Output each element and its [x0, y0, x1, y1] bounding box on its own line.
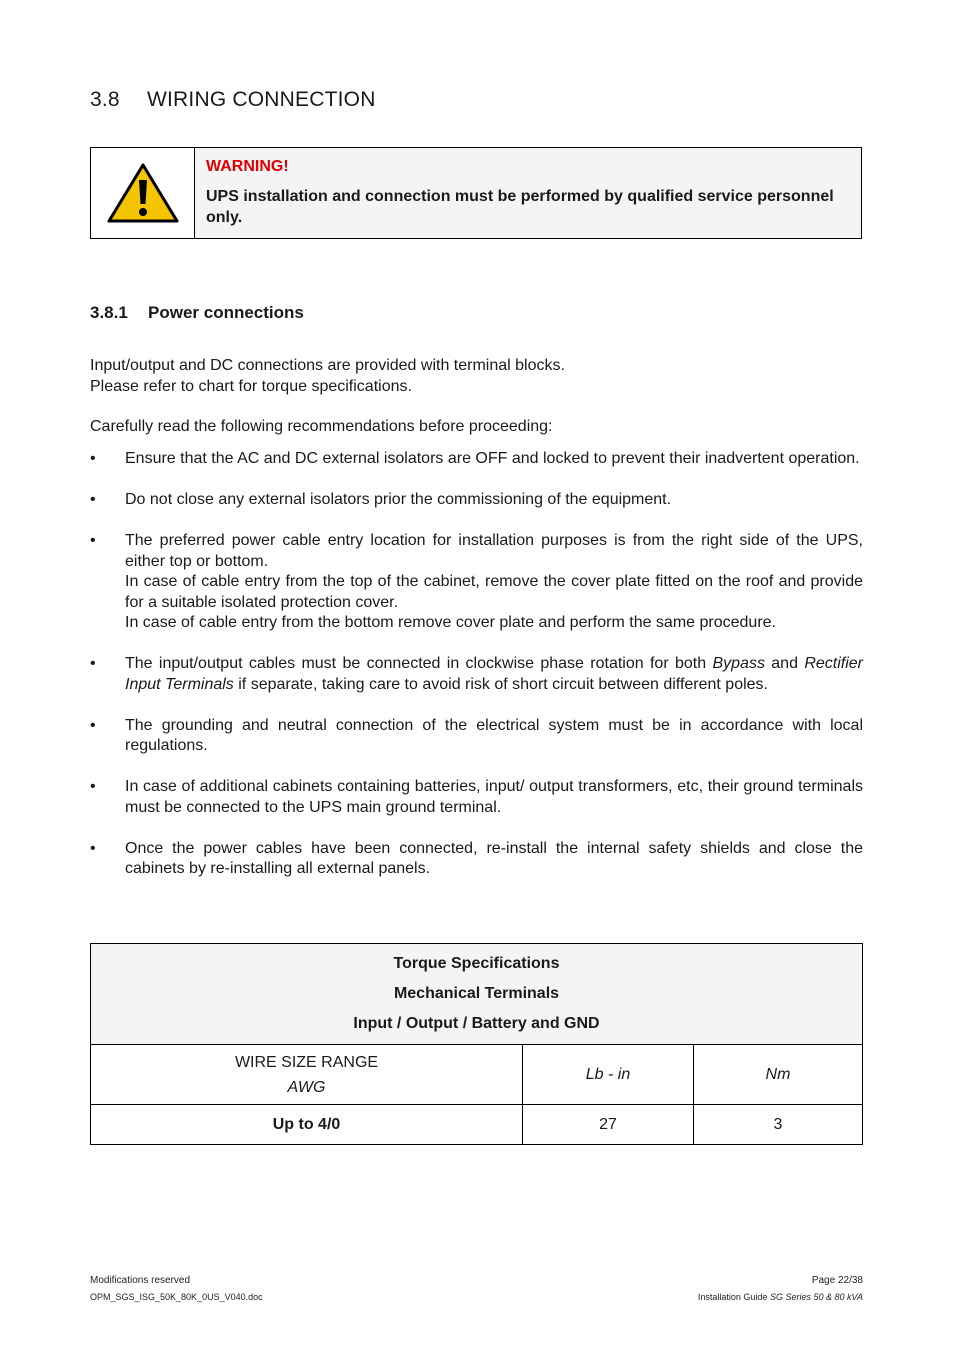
bypass-term: Bypass — [712, 655, 765, 672]
section-heading — [90, 88, 376, 112]
table-title: Torque Specifications — [393, 955, 560, 972]
awg-label: AWG — [287, 1078, 326, 1096]
warning-box — [90, 147, 862, 239]
bullet-text: Ensure that the AC and DC external isolators are OFF and locked to prevent their inadvertent operation. — [125, 450, 860, 467]
subsection-number: 3.8.1 — [90, 303, 128, 322]
footer-right-2 — [698, 1292, 863, 1302]
cell-lbin: 27 — [523, 1105, 694, 1145]
bullet-text: The grounding and neutral connection of the electrical system must be in accordance with local regulations. — [125, 716, 863, 754]
bullet-text: if separate, taking care to avoid risk of short circuit between different poles. — [233, 675, 768, 693]
warning-title: WARNING! — [206, 158, 289, 175]
cell-nm: 3 — [694, 1105, 863, 1145]
wire-size-label: WIRE SIZE RANGE — [234, 1053, 379, 1071]
bullet-text-line: In case of cable entry from the top of the cabinet, remove the cover plate fitted on the roof and provide for a suitable isolated protection cover. — [125, 573, 863, 611]
intro-line-2: Please refer to chart for torque specifications. — [90, 377, 412, 395]
warning-icon-cell — [91, 148, 195, 238]
bullet-text-line: The preferred power cable entry location for installation purposes is from the right side of the UPS, either top or bottom. — [125, 532, 863, 570]
bullet-text: The input/output cables must be connected in clockwise phase rotation for both — [125, 655, 713, 672]
section-number: 3.8 — [90, 88, 120, 111]
bullet-text-line: In case of cable entry from the bottom remove cover plate and perform the same procedure. — [125, 614, 776, 631]
bullet-symbol: • — [90, 655, 96, 672]
warning-text: UPS installation and connection must be performed by qualified service personnel only. — [206, 188, 834, 226]
bullet-text: Do not close any external isolators prior the commissioning of the equipment. — [125, 491, 672, 508]
bullet-symbol: • — [90, 716, 96, 734]
footer-page-number: Page 22/38 — [811, 1275, 863, 1286]
torque-spec-table — [90, 943, 863, 1145]
bullet-symbol: • — [90, 450, 96, 467]
list-item — [90, 490, 863, 511]
table-row — [91, 1045, 863, 1105]
column-header-nm: Nm — [694, 1045, 863, 1105]
table-row — [91, 1105, 863, 1145]
bullet-symbol: • — [90, 778, 96, 795]
list-item — [90, 839, 863, 880]
bullet-symbol: • — [90, 839, 96, 857]
table-subtitle-2: Input / Output / Battery and GND — [353, 1015, 600, 1032]
section-title: WIRING CONNECTION — [147, 88, 376, 111]
footer-guide-label: Installation Guide — [697, 1292, 770, 1302]
column-header-lbin: Lb - in — [523, 1045, 694, 1105]
intro-paragraph — [90, 356, 863, 397]
rectifier-term: Rectifier Input Terminals — [125, 655, 863, 693]
intro-line-3: Carefully read the following recommendations before proceeding: — [90, 418, 553, 435]
footer-left-1: Modifications reserved — [90, 1275, 191, 1286]
footer-series-label: SG Series 50 & 80 kVA — [769, 1292, 863, 1302]
list-item — [90, 654, 863, 695]
warning-triangle-icon — [106, 162, 180, 224]
table-subtitle: Mechanical Terminals — [393, 985, 560, 1002]
warning-text-cell — [195, 148, 861, 238]
list-item — [90, 716, 863, 757]
subsection-heading — [90, 303, 304, 323]
bullet-text: In case of additional cabinets containing batteries, input/ output transformers, etc, their ground terminals must be connected to the UPS main ground terminal. — [125, 778, 863, 816]
column-header-wire-size — [91, 1045, 523, 1105]
list-item — [90, 531, 863, 634]
bullet-text: Once the power cables have been connected, re-install the internal safety shields and close the cabinets by re-installing all external panels. — [125, 839, 863, 877]
bullet-symbol: • — [90, 491, 96, 508]
bullet-symbol: • — [90, 532, 96, 549]
list-item — [90, 777, 863, 818]
intro-line-1: Input/output and DC connections are provided with terminal blocks. — [90, 357, 565, 374]
cell-wire-size: Up to 4/0 — [91, 1105, 523, 1145]
list-item — [90, 449, 863, 470]
recommendations-list — [90, 449, 863, 900]
subsection-title: Power connections — [148, 303, 304, 322]
table-header-cell — [91, 944, 863, 1045]
footer-left-2: OPM_SGS_ISG_50K_80K_0US_V040.doc — [90, 1292, 263, 1302]
bullet-text: and — [764, 655, 805, 672]
